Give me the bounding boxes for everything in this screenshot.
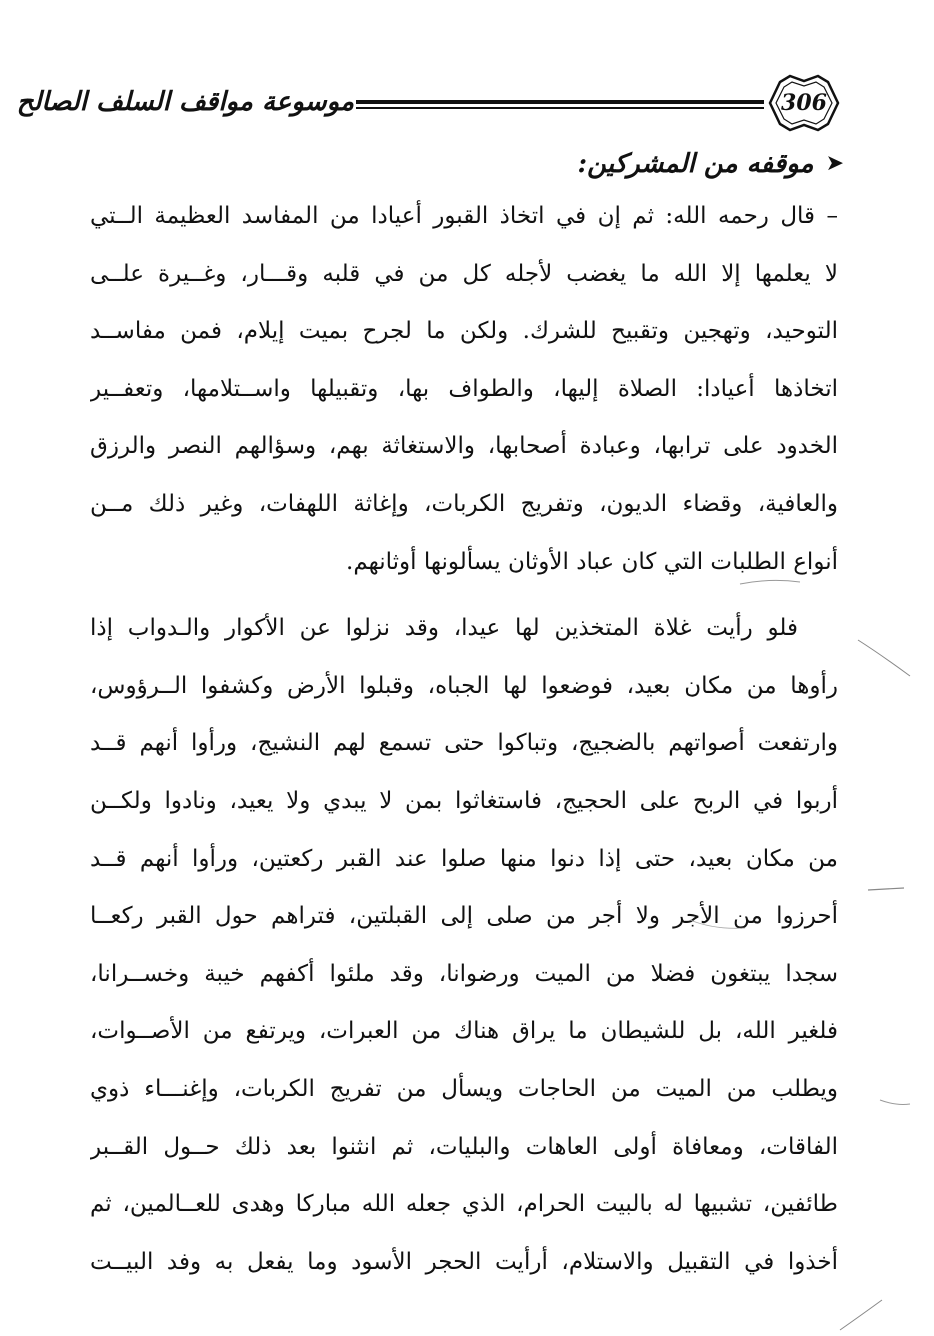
- text-line: الفاقات، ومعافاة أولى العاهات والبليات، ثم انثنوا بعد ذلك حــول القــبر: [90, 1133, 838, 1160]
- text-line: – قال رحمه الله: ثم إن في اتخاذ القبور أعيادا من المفاسد العظيمة الــتي: [90, 203, 838, 229]
- text-line: طائفين، تشبيها له بالبيت الحرام، الذي جعله الله مباركا وهدى للعــالمين، ثم: [90, 1191, 838, 1218]
- text-line: وارتفعت أصواتهم بالضجيج، وتباكوا حتى تسمع لهم النشيج، ورأوا أنهم قــد: [90, 730, 838, 757]
- text-line: فلو رأيت غلاة المتخذين لها عيدا، وقد نزلوا عن الأكوار والـدواب إذا: [90, 615, 798, 642]
- pencil-stroke: [868, 888, 904, 890]
- text-line: فلغير الله، بل للشيطان ما يراق هناك من العبرات، ويرتفع من الأصــوات،: [90, 1018, 838, 1045]
- text-line: التوحيد، وتهجين وتقبيح للشرك. ولكن ما لجرح بميت إيلام، فمن مفاســد: [90, 318, 838, 345]
- text-line: رأوها من مكان بعيد، فوضعوا لها الجباه، وقبلوا الأرض وكشفوا الــرؤوس،: [90, 672, 838, 699]
- text-line: ويطلب من الميت من الحاجات ويسأل من تفريج الكربات، وإغنـــاء ذوي: [90, 1075, 838, 1102]
- text-line: أخذوا في التقبيل والاستلام، أرأيت الحجر الأسود وما يفعل به وفد البيــت: [90, 1248, 838, 1275]
- pencil-stroke: [840, 1300, 882, 1330]
- text-line: لا يعلمها إلا الله ما يغضب لأجله كل من في قلبه وقـــار، وغــيرة علــى: [90, 260, 838, 287]
- running-title: موسوعة مواقف السلف الصالح: [16, 87, 354, 117]
- text-line: من مكان بعيد، حتى إذا دنوا منها صلوا عند القبر ركعتين، ورأوا أنهم قــد: [90, 845, 838, 872]
- pencil-stroke: [880, 1100, 910, 1105]
- text-line: أربوا في الربح على الحجيج، فاستغاثوا بمن لا يبدي ولا يعيد، ونادوا ولكــن: [90, 787, 838, 814]
- pencil-stroke: [858, 640, 910, 676]
- pencil-stroke: [740, 580, 800, 584]
- text-line: والعافية، وقضاء الديون، وتفريج الكربات، وإغاثة اللهفات، وغير ذلك مــن: [90, 490, 838, 517]
- page-number: 306: [781, 90, 827, 116]
- text-line: اتخاذها أعيادا: الصلاة إليها، والطواف بها، وتقبيلها واســتلامها، وتعفــير: [90, 375, 838, 402]
- section-title: موقفه من المشركين:: [577, 149, 814, 179]
- pencil-stroke: [690, 920, 745, 928]
- text-line: الخدود على ترابها، وعبادة أصحابها، والاستغاثة بهم، وسؤالهم النصر والرزق: [90, 433, 838, 460]
- text-line: أحرزوا من الأجر ولا أجر من صلى إلى القبلتين، فتراهم حول القبر ركعــا: [90, 903, 838, 930]
- text-line: سجدا يبتغون فضلا من الميت ورضوانا، وقد ملئوا أكفهم خيبة وخســرانا،: [90, 960, 838, 987]
- arrowhead-icon: ➤: [825, 151, 844, 176]
- text-line: أنواع الطلبات التي كان عباد الأوثان يسألونها أوثانهم.: [346, 548, 838, 575]
